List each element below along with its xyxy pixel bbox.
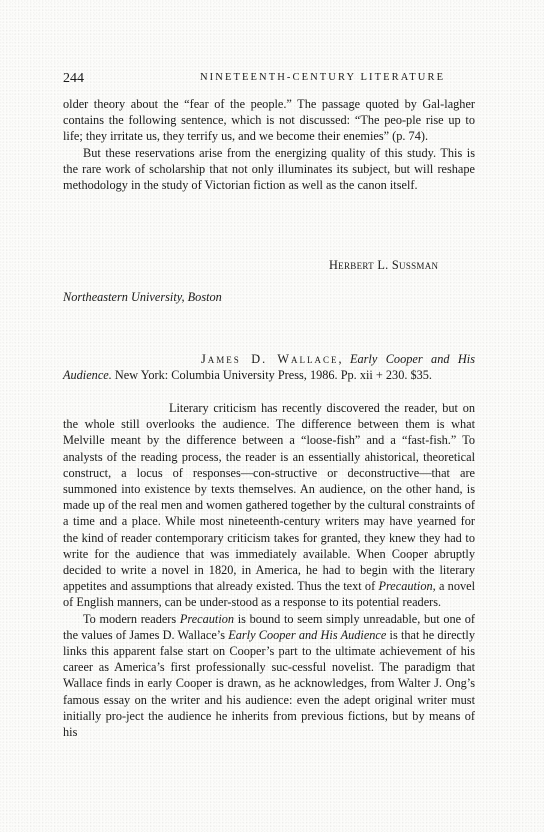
- publication-details: New York: Columbia University Press, 1986. Pp. xii + 230. $35.: [114, 368, 433, 383]
- previous-review-ending: [63, 96, 475, 193]
- work-title: Precaution,: [378, 579, 436, 594]
- review-body: [63, 400, 475, 740]
- review-paragraph: Literary criticism has recently discovered the reader, but on the whole still overlooks the audience. The difference between them is what Melville meant by the difference between a “loose-fish” and a “fast-fish.” To analysts of the reading process, the reader is an essentially ahistorical, theoretical construct, a locus of responses—con-structive or deconstructive—that are summoned into existence by texts themselves. An audience, on the other hand, is made up of the real men and women gathered together by the cultural constraints of a time and a place. While most nineteenth-century writers may have yearned for the kind of reader contemporary criticism takes for granted, they knew they had to write for the audience that was immediately available. When Cooper abruptly decided to write a novel in 1820, in America, he had to begin with the literary appetites and assumptions that already existed. Thus the text of Precaution, a novel of English manners, can be under-stood as a response to its potential readers.: [63, 401, 475, 610]
- reviewer-affiliation: Northeastern University, Boston: [63, 290, 222, 304]
- page-number: 244: [63, 71, 84, 86]
- previous-review-paragraph: older theory about the “fear of the people.” The passage quoted by Gal-lagher contains the following sentence, which is not discussed: “The peo-ple rise up to life; they irritate us, they terrify us, and we become their enemies” (p. 74).: [63, 97, 475, 144]
- reviewer-name: Herbert L. Sussman: [329, 258, 439, 272]
- book-citation: James D. Wallace, Early Cooper and His Audience. New York: Columbia University Press, 1986. Pp. xii + 230. $35.: [63, 352, 475, 383]
- journal-title: NINETEENTH-CENTURY LITERATURE: [200, 72, 446, 83]
- running-head: [63, 71, 475, 87]
- book-title-reference: Early Cooper and His Audience: [228, 627, 387, 642]
- previous-review-paragraph: But these reservations arise from the energizing quality of this study. This is the rare work of scholarship that not only illuminates its subject, but will reshape methodology in the study of Victorian fiction as well as the canon itself.: [63, 145, 475, 193]
- work-title: Precaution: [179, 611, 235, 626]
- book-author: James D. Wallace: [201, 352, 339, 366]
- book-title: Early Cooper and His Audience.: [63, 352, 475, 383]
- review-paragraph: To modern readers Precaution is bound to seem simply unreadable, but one of the values of James D. Wallace’s Early Cooper and His Audience is that he directly links this apparent false start on Cooper’s part to the ultimate achievement of his career as America’s first professionally suc-cessful novelist. The paradigm that Wallace finds in early Cooper is drawn, as he acknowledges, from Walter J. Ong’s famous essay on the writer and his audience: even the adept original writer must initially pro-ject the audience he inherits from previous fictions, but by means of his: [63, 611, 475, 740]
